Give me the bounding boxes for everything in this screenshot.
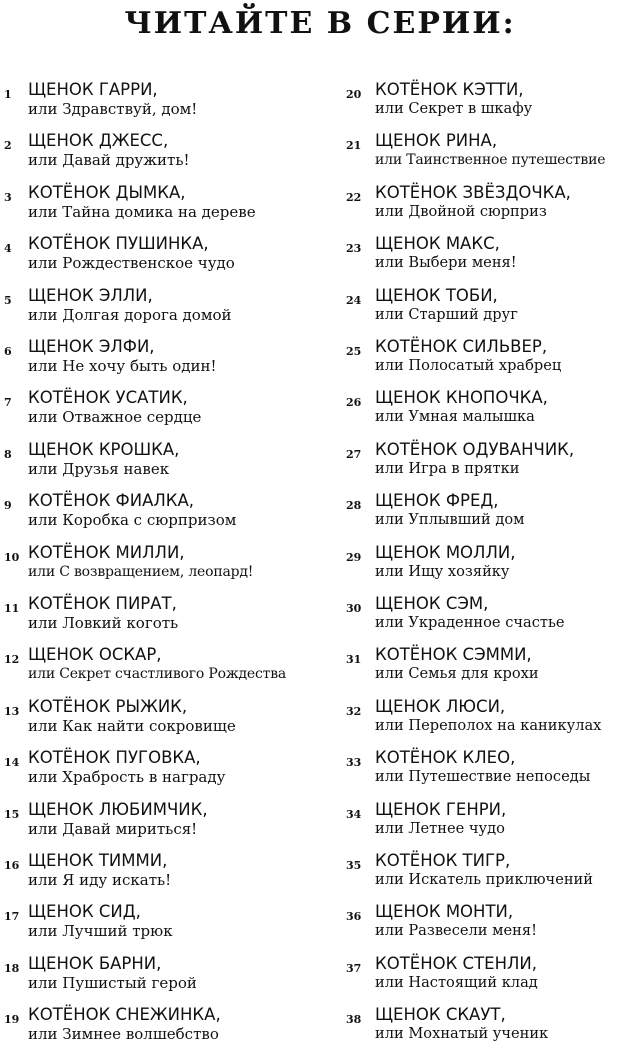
book-subtitle: или Давай дружить! xyxy=(28,151,190,170)
book-title: ЩЕНОК ФРЕД, xyxy=(375,491,499,511)
book-number: 16 xyxy=(4,859,20,872)
book-subtitle: или Выбери меня! xyxy=(375,254,517,272)
book-subtitle: или Полосатый храбрец xyxy=(375,357,562,374)
book-number: 5 xyxy=(4,293,12,307)
book-number: 30 xyxy=(346,602,362,615)
book-title: ЩЕНОК ЛЮСИ, xyxy=(375,696,506,716)
book-number: 19 xyxy=(4,1013,20,1027)
book-subtitle: или С возвращением, леопард! xyxy=(28,563,254,580)
book-list-item xyxy=(346,697,640,747)
book-title: ЩЕНОК ТИММИ, xyxy=(28,851,168,870)
book-list-item xyxy=(4,697,330,747)
book-title: ЩЕНОК МАКС, xyxy=(375,234,500,254)
book-title: КОТЁНОК СЭММИ, xyxy=(375,645,532,665)
book-list-item xyxy=(4,491,330,541)
book-subtitle: или Украденное счастье xyxy=(375,614,565,631)
book-number: 18 xyxy=(4,961,20,975)
book-subtitle: или Развесели меня! xyxy=(375,922,537,940)
book-number: 21 xyxy=(346,139,362,153)
book-title: ЩЕНОК ГЕНРИ, xyxy=(375,799,507,819)
book-subtitle: или Искатель приключений xyxy=(375,871,594,888)
book-list-item xyxy=(4,183,330,233)
book-title: КОТЁНОК СНЕЖИНКА, xyxy=(28,1005,221,1025)
book-title: ЩЕНОК СЭМ, xyxy=(375,594,489,613)
book-list-item xyxy=(346,800,640,850)
book-list-item xyxy=(346,286,640,336)
book-title: КОТЁНОК ФИАЛКА, xyxy=(28,491,195,511)
book-list-item xyxy=(4,388,330,438)
book-title: ЩЕНОК БАРНИ, xyxy=(28,953,162,973)
book-subtitle: или Лучший трюк xyxy=(28,922,173,941)
book-title: КОТЁНОК ТИГР, xyxy=(375,851,511,870)
book-title: КОТЁНОК ПИРАТ, xyxy=(28,594,177,613)
book-number: 24 xyxy=(346,293,362,307)
book-number: 2 xyxy=(4,139,12,153)
book-subtitle: или Давай мириться! xyxy=(28,819,198,838)
book-title: ЩЕНОК ДЖЕСС, xyxy=(28,131,169,151)
book-list-item xyxy=(346,491,640,541)
book-subtitle: или Летнее чудо xyxy=(375,819,505,837)
book-title: ЩЕНОК КРОШКА, xyxy=(28,439,180,459)
book-list-item xyxy=(4,234,330,284)
book-list-item xyxy=(346,543,640,593)
book-title: КОТЁНОК КЭТТИ, xyxy=(375,80,524,99)
book-list-item xyxy=(4,954,330,1004)
book-number: 36 xyxy=(346,910,362,924)
book-list-item xyxy=(4,594,330,644)
book-number: 33 xyxy=(346,756,362,770)
book-list-item xyxy=(346,748,640,798)
book-title: ЩЕНОК ЭЛФИ, xyxy=(28,337,155,356)
book-list-item xyxy=(346,1005,640,1055)
book-number: 34 xyxy=(346,807,362,821)
book-list-item xyxy=(346,851,640,901)
book-number: 13 xyxy=(4,704,20,718)
book-list-item xyxy=(346,645,640,695)
page-title: ЧИТАЙТЕ В СЕРИИ: xyxy=(124,6,516,41)
book-number: 7 xyxy=(4,396,12,410)
book-subtitle: или Отважное сердце xyxy=(28,408,202,427)
book-list-item xyxy=(346,234,640,284)
book-title: КОТЁНОК МИЛЛИ, xyxy=(28,542,185,562)
book-number: 14 xyxy=(4,756,20,770)
book-subtitle: или Секрет в шкафу xyxy=(375,100,533,117)
book-number: 8 xyxy=(4,447,12,461)
book-title: ЩЕНОК СКАУТ, xyxy=(375,1005,506,1025)
book-number: 11 xyxy=(4,602,20,615)
book-subtitle: или Рождественское чудо xyxy=(28,254,235,273)
book-number: 12 xyxy=(4,653,20,667)
book-list-item xyxy=(346,954,640,1004)
book-subtitle: или Игра в прятки xyxy=(375,459,520,477)
book-number: 22 xyxy=(346,190,362,204)
book-number: 37 xyxy=(346,961,362,975)
book-number: 27 xyxy=(346,447,362,461)
book-title: ЩЕНОК МОЛЛИ, xyxy=(375,542,516,562)
book-title: ЩЕНОК РИНА, xyxy=(375,131,498,151)
book-title: ЩЕНОК СИД, xyxy=(28,902,141,922)
book-number: 10 xyxy=(4,550,20,564)
book-number: 28 xyxy=(346,499,362,513)
book-list-item xyxy=(4,440,330,490)
book-subtitle: или Коробка с сюрпризом xyxy=(28,511,237,530)
book-title: КОТЁНОК КЛЕО, xyxy=(375,748,516,768)
book-number: 1 xyxy=(4,88,12,101)
book-subtitle: или Зимнее волшебство xyxy=(28,1025,219,1044)
book-subtitle: или Ловкий коготь xyxy=(28,614,179,632)
book-subtitle: или Путешествие непоседы xyxy=(375,768,591,786)
book-number: 3 xyxy=(4,190,12,204)
book-list-item xyxy=(346,440,640,490)
book-subtitle: или Долгая дорога домой xyxy=(28,305,232,324)
book-subtitle: или Таинственное путешествие xyxy=(375,152,606,169)
book-number: 9 xyxy=(4,499,12,513)
book-title: ЩЕНОК МОНТИ, xyxy=(375,902,514,922)
book-number: 31 xyxy=(346,653,362,667)
book-title: ЩЕНОК ЛЮБИМЧИК, xyxy=(28,799,208,819)
book-title: ЩЕНОК КНОПОЧКА, xyxy=(375,388,548,408)
book-list-item xyxy=(4,800,330,850)
book-number: 35 xyxy=(346,859,362,872)
book-list-item xyxy=(346,80,640,130)
book-list-item xyxy=(346,183,640,233)
book-subtitle: или Умная малышка xyxy=(375,408,535,426)
book-subtitle: или Уплывший дом xyxy=(375,511,525,529)
book-title: КОТЁНОК ОДУВАНЧИК, xyxy=(375,439,575,459)
book-subtitle: или Ищу хозяйку xyxy=(375,562,510,580)
book-number: 38 xyxy=(346,1013,362,1027)
book-list-item xyxy=(4,1005,330,1055)
book-number: 32 xyxy=(346,704,362,718)
book-title: КОТЁНОК СТЕНЛИ, xyxy=(375,953,537,973)
book-subtitle: или Старший друг xyxy=(375,305,518,323)
book-subtitle: или Не хочу быть один! xyxy=(28,357,217,375)
book-list-item xyxy=(346,131,640,181)
book-subtitle: или Я иду искать! xyxy=(28,871,172,889)
book-title: ЩЕНОК ТОБИ, xyxy=(375,285,498,305)
book-list-item xyxy=(346,337,640,387)
book-title: КОТЁНОК УСАТИК, xyxy=(28,388,188,408)
book-list-item xyxy=(4,131,330,181)
book-title: КОТЁНОК ЗВЁЗДОЧКА, xyxy=(375,182,571,202)
book-number: 29 xyxy=(346,550,362,564)
book-list-item xyxy=(346,902,640,952)
book-list-item xyxy=(4,902,330,952)
book-title: КОТЁНОК ДЫМКА, xyxy=(28,182,186,202)
book-list-item xyxy=(4,543,330,593)
book-subtitle: или Мохнатый ученик xyxy=(375,1025,549,1043)
book-title: КОТЁНОК РЫЖИК, xyxy=(28,696,188,716)
book-number: 25 xyxy=(346,345,362,358)
book-list-item xyxy=(4,645,330,695)
book-subtitle: или Друзья навек xyxy=(28,459,170,478)
book-number: 6 xyxy=(4,345,12,358)
book-list-item xyxy=(4,748,330,798)
book-number: 15 xyxy=(4,807,20,821)
book-title: КОТЁНОК СИЛЬВЕР, xyxy=(375,337,548,356)
book-number: 4 xyxy=(4,242,12,256)
book-title: ЩЕНОК ГАРРИ, xyxy=(28,80,158,99)
book-title: ЩЕНОК ЭЛЛИ, xyxy=(28,285,153,305)
book-subtitle: или Тайна домика на дереве xyxy=(28,202,256,221)
book-subtitle: или Храбрость в награду xyxy=(28,768,226,787)
book-subtitle: или Здравствуй, дом! xyxy=(28,100,198,118)
book-subtitle: или Семья для крохи xyxy=(375,665,539,683)
book-number: 23 xyxy=(346,242,362,256)
book-subtitle: или Настоящий клад xyxy=(375,973,538,991)
book-number: 26 xyxy=(346,396,362,410)
book-title: ЩЕНОК ОСКАР, xyxy=(28,645,162,665)
book-list-item xyxy=(346,388,640,438)
book-list-item xyxy=(346,594,640,644)
book-subtitle: или Пушистый герой xyxy=(28,973,197,992)
book-subtitle: или Двойной сюрприз xyxy=(375,202,547,220)
book-title: КОТЁНОК ПУГОВКА, xyxy=(28,748,201,768)
book-list-item xyxy=(4,337,330,387)
book-list-item xyxy=(4,286,330,336)
book-list-item xyxy=(4,851,330,901)
book-title: КОТЁНОК ПУШИНКА, xyxy=(28,234,209,254)
book-subtitle: или Секрет счастливого Рождества xyxy=(28,666,287,683)
book-list-item xyxy=(4,80,330,130)
book-number: 20 xyxy=(346,88,362,101)
book-number: 17 xyxy=(4,910,20,924)
book-subtitle: или Как найти сокровище xyxy=(28,716,236,735)
book-subtitle: или Переполох на каникулах xyxy=(375,716,602,734)
